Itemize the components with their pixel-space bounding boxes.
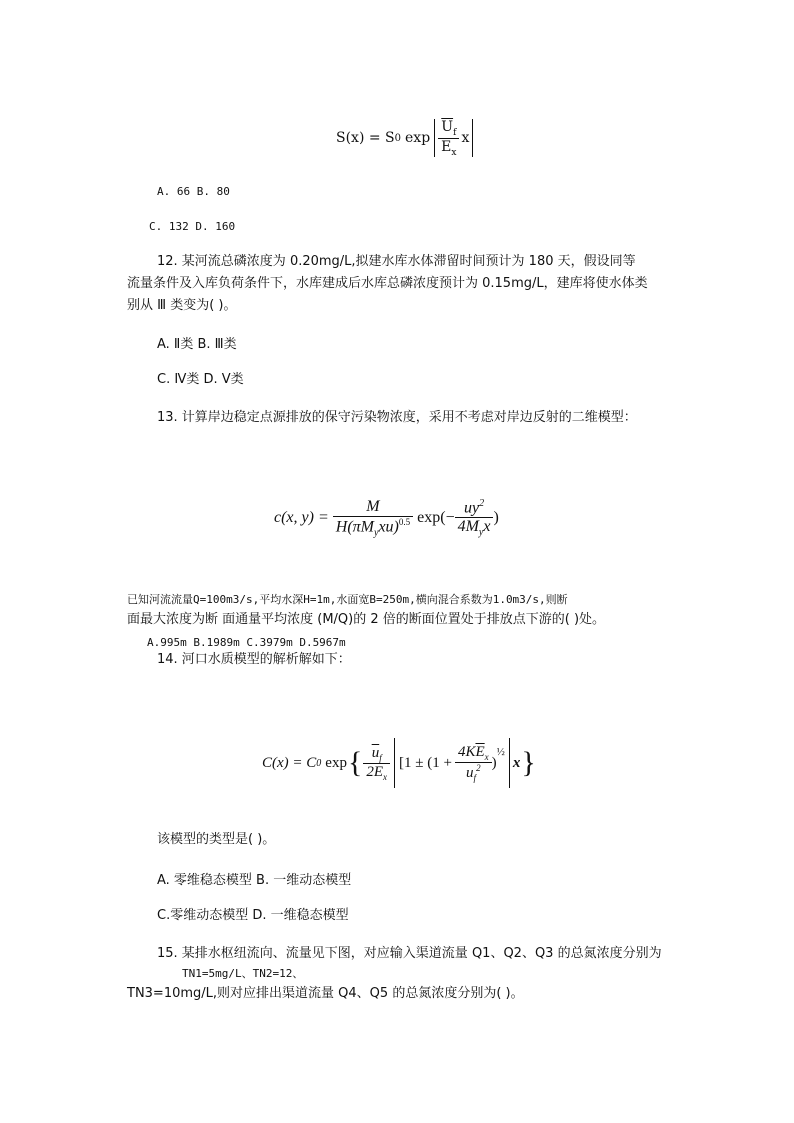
formula-estuary	[262, 735, 536, 791]
q13-given-line1: 已知河流流量Q=100m3/s,平均水深H=1m,水面宽B=250m,横向混合系数为1.0m3/s,则断	[127, 593, 568, 606]
formula-e-inner-bracket	[394, 738, 510, 788]
formula-c-exp-num: uy	[463, 499, 480, 517]
q12-options-line1: A. Ⅱ类 B. Ⅲ类	[157, 337, 237, 352]
formula-c-exp-den-a: 4M	[457, 518, 479, 536]
formula-s	[336, 118, 473, 158]
q12-options-line2: C. Ⅳ类 D. Ⅴ类	[157, 372, 244, 387]
formula-c-den-sub: y	[374, 527, 379, 539]
formula-e-tail: x	[512, 754, 521, 771]
formula-e-den-sub: x	[383, 771, 388, 782]
q14-options-line2: C.零维动态模型 D. 一维稳态模型	[157, 908, 349, 923]
formula-s-num-var: $\overline{U}$	[441, 118, 454, 135]
formula-e-inner-close: )	[491, 754, 497, 771]
q13-options: A.995m B.1989m C.3979m D.5967m	[147, 636, 346, 649]
formula-c-fraction	[333, 498, 413, 539]
q12-line1: 12. 某河流总磷浓度为 0.20mg/L,拟建水库水体滞留时间预计为 180 天，假设同等	[157, 254, 636, 269]
formula-s-tail: x	[461, 130, 470, 146]
formula-e-inner-a: [1 ± (1 +	[399, 754, 452, 771]
formula-c-xy	[274, 493, 499, 543]
formula-s-func: exp	[405, 130, 431, 146]
formula-e-num-sub: f	[379, 752, 382, 763]
q12-line2: 流量条件及入库负荷条件下，水库建成后水库总磷浓度预计为 0.15mg/L，建库将使水体类	[127, 276, 648, 291]
q15-line1: 15. 某排水枢纽流向、流量见下图，对应输入渠道流量 Q1、Q2、Q3 的总氮浓度分别为	[157, 946, 662, 961]
formula-e-den-var: $\overline{E}$	[373, 763, 384, 780]
q14-options-line1: A. 零维稳态模型 B. 一维动态模型	[157, 873, 352, 888]
formula-s-den-var: $\overline{E}$	[441, 138, 452, 155]
formula-c-lhs: c(x, y) =	[274, 509, 329, 526]
formula-e-func: exp	[325, 754, 347, 771]
formula-e-right-brace: }	[521, 746, 536, 779]
formula-c-close: )	[493, 509, 499, 526]
formula-s-sub0: 0	[394, 132, 402, 144]
q13-given-line2: 面最大浓度为断 面通量平均浓度 (M/Q)的 2 倍的断面位置处于排放点下游的( )处。	[127, 612, 606, 627]
formula-e-den-a: 2	[366, 763, 374, 780]
formula-c-den-sup: 0.5	[398, 516, 411, 527]
q13-stem: 13. 计算岸边稳定点源排放的保守污染物浓度，采用不考虑对岸边反射的二维模型：	[157, 410, 637, 425]
formula-s-bracket	[434, 119, 473, 157]
formula-s-num-sub: f	[453, 127, 457, 138]
formula-e-inner-den-sup: 2	[476, 762, 481, 773]
formula-e-num-var: $\overline{u}$	[371, 744, 380, 761]
formula-e-inner-num-a: 4K	[457, 743, 476, 760]
formula-e-inner-den-var: u	[466, 764, 474, 781]
q11-options-line2: C. 132 D. 160	[149, 220, 236, 233]
formula-e-inner-den-sub: f	[473, 772, 477, 783]
formula-c-exp-den-sub: y	[478, 527, 484, 539]
formula-e-fraction	[363, 745, 390, 782]
formula-e-power: ½	[496, 746, 505, 758]
formula-s-lhs: S(x) = S	[336, 130, 395, 146]
formula-c-den-b: xu)	[378, 518, 399, 536]
q14-stem: 14. 河口水质模型的解析解如下：	[157, 652, 351, 667]
formula-c-exp-num-sup: 2	[479, 497, 485, 509]
formula-e-inner-fraction	[455, 744, 492, 783]
formula-c-exp-fraction	[455, 498, 494, 539]
formula-c-exp-den-b: x	[483, 518, 491, 536]
formula-c-num: M	[366, 497, 380, 515]
formula-c-func: exp(−	[417, 509, 455, 526]
q14-question: 该模型的类型是( )。	[157, 832, 276, 847]
formula-e-inner-num-sub: x	[484, 751, 489, 762]
formula-e-inner-num-var: $\overline{E}$	[475, 743, 485, 760]
formula-e-sub0: 0	[316, 757, 322, 769]
q12-line3: 别从 Ⅲ 类变为( )。	[127, 298, 237, 313]
formula-c-den-a: H(πM	[335, 518, 374, 536]
formula-s-fraction	[438, 119, 459, 158]
q15-line3: TN3=10mg/L,则对应排出渠道流量 Q4、Q5 的总氮浓度分别为( )。	[127, 986, 524, 1001]
formula-s-den-sub: x	[451, 147, 457, 158]
q15-line2: TN1=5mg/L、TN2=12、	[182, 967, 304, 980]
formula-e-lhs: C(x) = C	[262, 754, 317, 771]
q11-options-line1: A. 66 B. 80	[157, 185, 230, 198]
formula-e-left-brace: {	[347, 746, 363, 779]
